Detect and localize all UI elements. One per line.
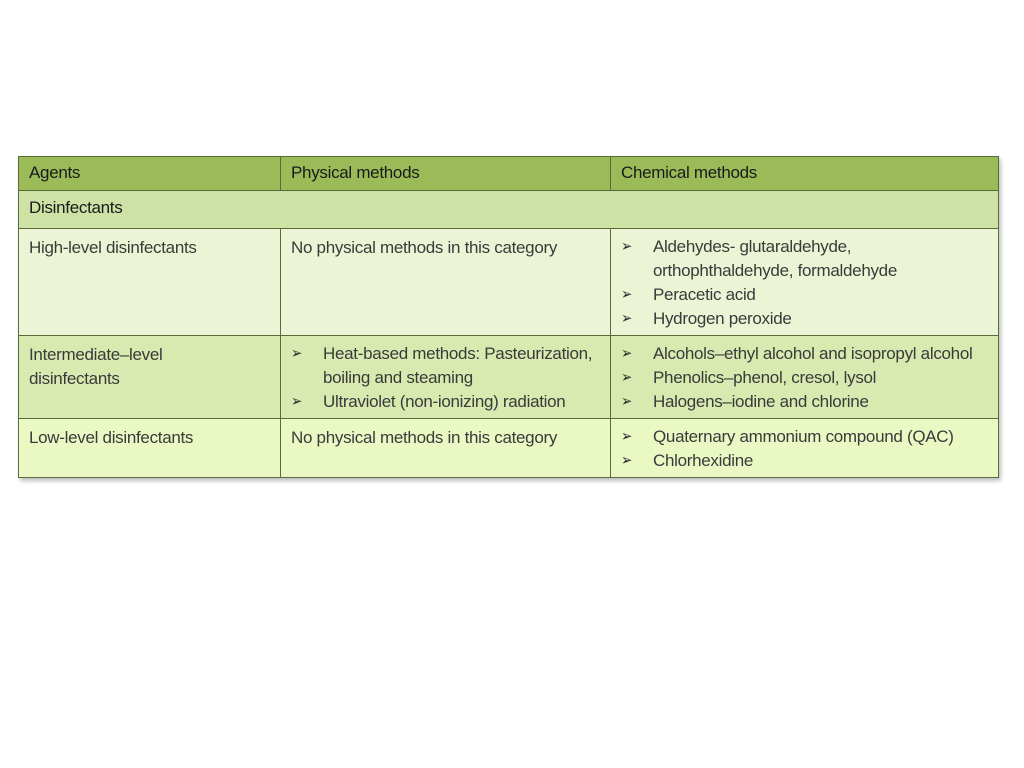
chemical-cell <box>611 419 999 478</box>
agent-cell <box>19 419 281 478</box>
arrowhead-bullet-icon: ➢ <box>621 238 633 255</box>
list-item-text: Aldehydes- glutaraldehyde, orthophthaldehyde, formaldehyde <box>653 237 897 280</box>
arrowhead-bullet-icon: ➢ <box>621 345 633 362</box>
section-disinfectants: Disinfectants <box>19 191 999 229</box>
table-row-high-level <box>19 229 999 336</box>
header-physical-methods: Physical methods <box>281 157 611 191</box>
physical-cell <box>281 419 611 478</box>
arrowhead-bullet-icon: ➢ <box>621 369 633 386</box>
table-row-low-level <box>19 419 999 478</box>
arrowhead-bullet-icon: ➢ <box>291 345 303 362</box>
list-item <box>621 366 992 390</box>
list-item-text: Chlorhexidine <box>653 451 754 470</box>
table-row-intermediate-level <box>19 336 999 419</box>
arrowhead-bullet-icon: ➢ <box>621 286 633 303</box>
physical-cell <box>281 229 611 336</box>
physical-list <box>281 336 610 416</box>
header-chemical-methods: Chemical methods <box>611 157 999 191</box>
arrowhead-bullet-icon: ➢ <box>621 393 633 410</box>
agent-label: High-level disinfectants <box>29 238 197 257</box>
chemical-cell <box>611 336 999 419</box>
physical-cell <box>281 336 611 419</box>
chemical-list <box>611 229 998 333</box>
chemical-list <box>611 336 998 416</box>
arrowhead-bullet-icon: ➢ <box>621 310 633 327</box>
list-item-text: Halogens–iodine and chlorine <box>653 392 869 411</box>
list-item-text: Quaternary ammonium compound (QAC) <box>653 427 954 446</box>
arrowhead-bullet-icon: ➢ <box>621 428 633 445</box>
agent-cell <box>19 229 281 336</box>
list-item <box>621 283 992 307</box>
arrowhead-bullet-icon: ➢ <box>291 393 303 410</box>
list-item-text: Phenolics–phenol, cresol, lysol <box>653 368 877 387</box>
header-agents: Agents <box>19 157 281 191</box>
physical-text: No physical methods in this category <box>291 428 558 447</box>
list-item <box>621 425 992 449</box>
list-item-text: Heat-based methods: Pasteurization, boiling and steaming <box>323 344 593 387</box>
list-item-text: Peracetic acid <box>653 285 756 304</box>
agent-label: Intermediate–level disinfectants <box>29 345 163 388</box>
list-item <box>621 449 992 473</box>
list-item <box>621 307 992 331</box>
header-row <box>19 157 999 191</box>
agent-cell <box>19 336 281 419</box>
list-item-text: Alcohols–ethyl alcohol and isopropyl alcohol <box>653 344 973 363</box>
list-item-text: Ultraviolet (non-ionizing) radiation <box>323 392 566 411</box>
list-item <box>291 342 604 390</box>
section-row <box>19 191 999 229</box>
arrowhead-bullet-icon: ➢ <box>621 452 633 469</box>
list-item <box>621 235 992 283</box>
list-item <box>291 390 604 414</box>
list-item-text: Hydrogen peroxide <box>653 309 792 328</box>
chemical-list <box>611 419 998 475</box>
agent-label: Low-level disinfectants <box>29 428 194 447</box>
list-item <box>621 342 992 366</box>
list-item <box>621 390 992 414</box>
disinfection-methods-table <box>18 156 999 478</box>
chemical-cell <box>611 229 999 336</box>
physical-text: No physical methods in this category <box>291 238 558 257</box>
